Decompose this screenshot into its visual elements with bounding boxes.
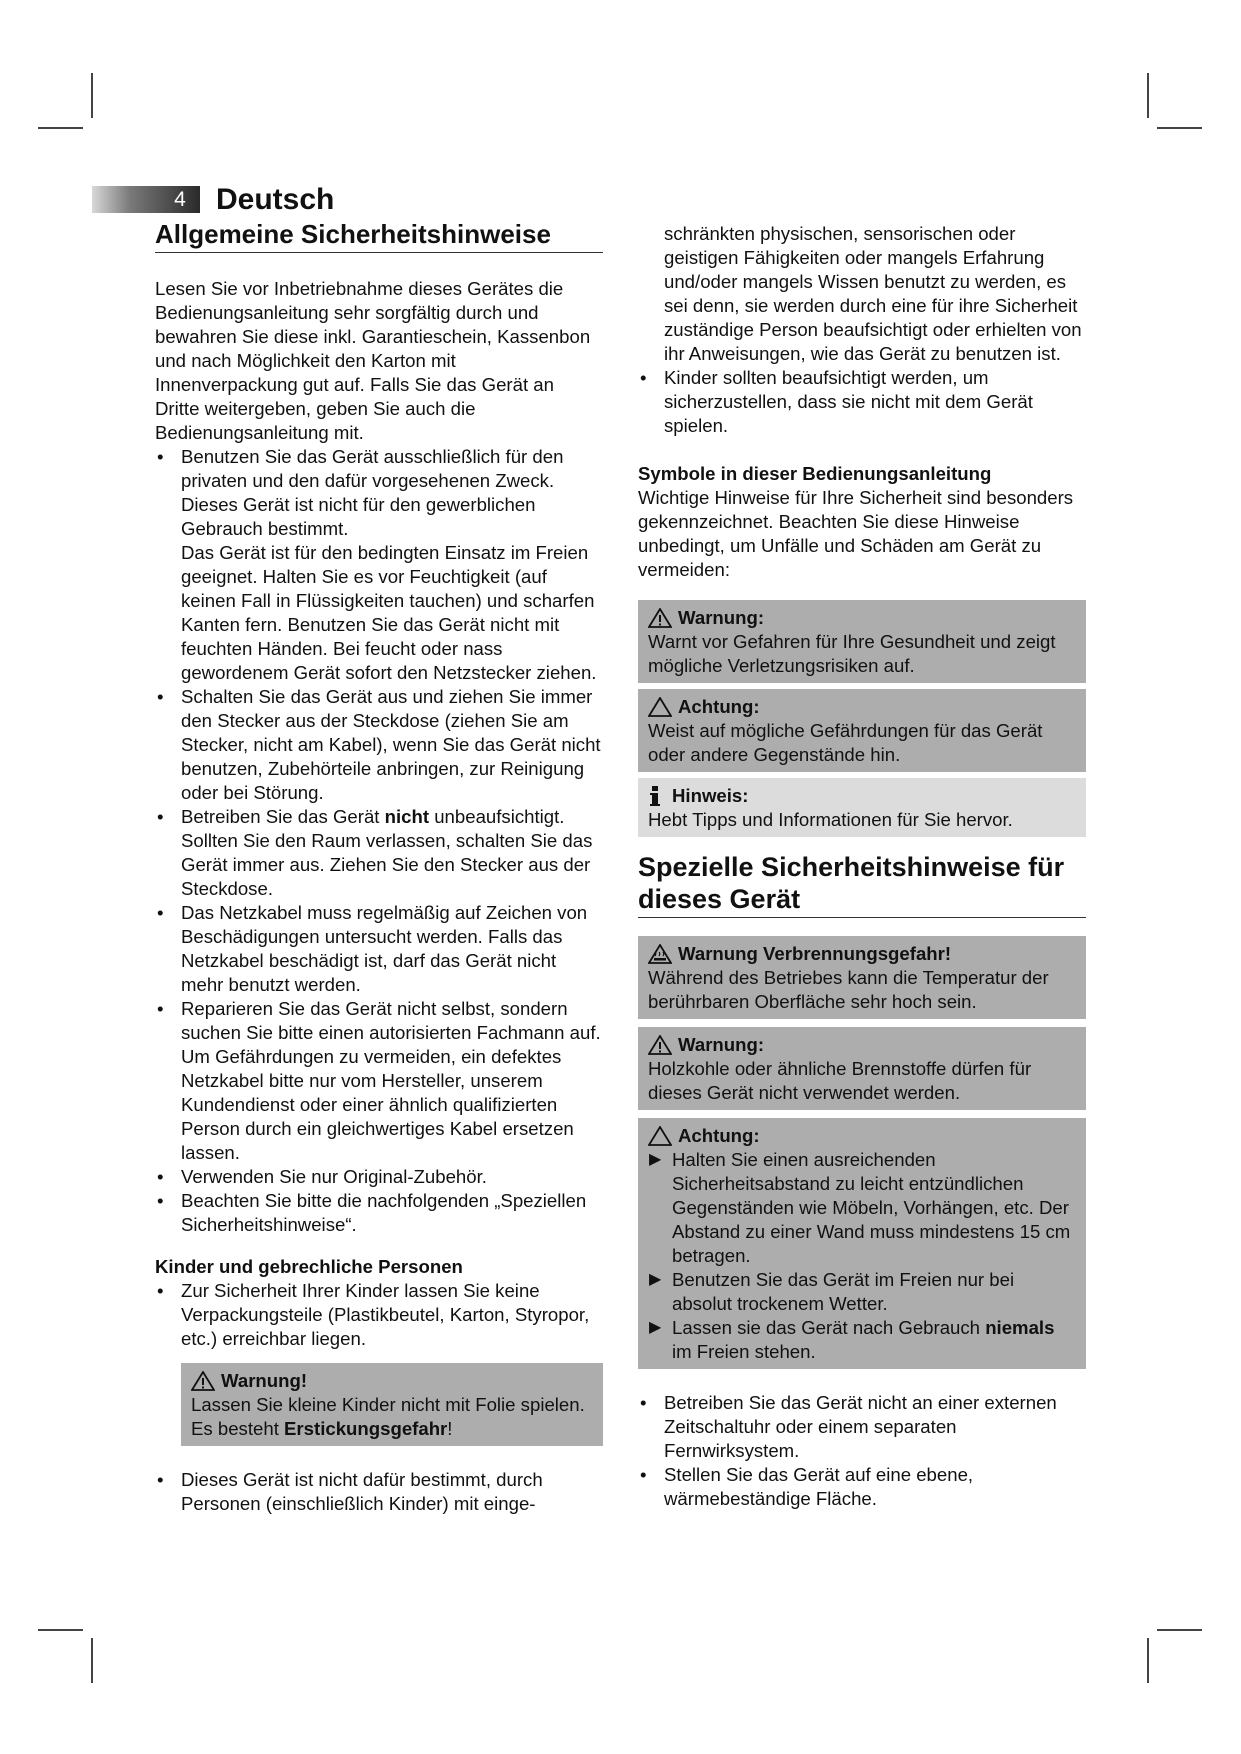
warning-text: ! bbox=[447, 1418, 453, 1439]
symbol-warning-box bbox=[638, 600, 1086, 683]
list-item-text: unbeaufsichtigt. Sollten Sie den Raum verlassen, schalten Sie das Gerät immer aus. Ziehen Sie den Stecker aus der Steckdose. bbox=[181, 806, 593, 899]
left-column bbox=[155, 218, 603, 1516]
box-text: Weist auf mögliche Gefährdungen für das Gerät oder andere Gegenstände hin. bbox=[648, 720, 1043, 765]
warning-box-text bbox=[191, 1393, 593, 1441]
list-item: • Verwenden Sie nur Original-Zubehör. bbox=[155, 1165, 603, 1189]
box-title-text: Warnung Verbrennungsgefahr! bbox=[678, 943, 952, 964]
list-item bbox=[155, 805, 603, 901]
box-text: Während des Betriebes kann die Temperatur der berührbaren Oberfläche sehr hoch sein. bbox=[648, 967, 1049, 1012]
safety-list bbox=[155, 445, 603, 1237]
page-number: 4 bbox=[174, 188, 186, 211]
box-title-text: Hinweis: bbox=[672, 785, 749, 806]
list-item-text: Benutzen Sie das Gerät ausschließlich für den privaten und den dafür vorgesehenen Zweck. Dieses Gerät ist nicht für den gewerblichen Gebrauch bestimmt. bbox=[181, 446, 564, 539]
emphasis: niemals bbox=[985, 1317, 1055, 1338]
crop-mark bbox=[38, 127, 83, 129]
children-list-3 bbox=[638, 366, 1086, 438]
info-icon bbox=[648, 785, 662, 807]
special-section-title: Spezielle Sicherheitshinweise für dieses Gerät bbox=[638, 851, 1086, 918]
warning-box-title bbox=[191, 1369, 593, 1393]
warning-title-text: Warnung! bbox=[221, 1370, 308, 1391]
symbols-paragraph: Wichtige Hinweise für Ihre Sicherheit sind besonders gekennzeichnet. Beachten Sie diese Hinweise unbedingt, um Unfälle und Schäden am Gerät zu vermeiden: bbox=[638, 487, 1074, 580]
children-list bbox=[155, 1279, 603, 1351]
bottom-list bbox=[638, 1391, 1086, 1511]
warning-triangle-icon bbox=[191, 1371, 215, 1391]
list-item: • Zur Sicherheit Ihrer Kinder lassen Sie keine Verpackungsteile (Plastikbeutel, Karton, Styropor, etc.) erreichbar liegen. bbox=[155, 1279, 603, 1351]
box-title-text: Achtung: bbox=[678, 696, 760, 717]
list-item: • Das Netzkabel muss regelmäßig auf Zeichen von Beschädigungen untersucht werden. Falls das Netzkabel beschädigt ist, darf das Gerät nicht mehr benutzt werden. bbox=[155, 901, 603, 997]
symbol-caution-box bbox=[638, 689, 1086, 772]
warning-box-wrapper bbox=[155, 1363, 603, 1446]
warning-triangle-icon bbox=[648, 1035, 672, 1055]
box-title-text: Warnung: bbox=[678, 607, 765, 628]
list-item bbox=[648, 1268, 1076, 1316]
list-item: • Schalten Sie das Gerät aus und ziehen Sie immer den Stecker aus der Steckdose (ziehen Sie am Stecker, nicht am Kabel), wenn Sie das Gerät nicht benutzen, Zubehörteile anbringen, zur Reinigung oder bei Störung. bbox=[155, 685, 603, 805]
list-item: • Dieses Gerät ist nicht dafür bestimmt, durch Personen (einschließlich Kinder) mit einge- bbox=[155, 1468, 603, 1516]
list-item-text: Halten Sie einen ausreichenden Sicherheitsabstand zu leicht entzündlichen Gegenständen wie Möbeln, Vorhängen, etc. Der Abstand zu einer Wand muss mindestens 15 cm betragen. bbox=[672, 1149, 1071, 1266]
warning-text: Lassen Sie kleine Kinder nicht mit Folie spielen. Es besteht bbox=[191, 1394, 585, 1439]
arrow-icon: ▶ bbox=[649, 1319, 662, 1336]
list-item-text: Das Gerät ist für den bedingten Einsatz im Freien geeignet. Halten Sie es vor Feuchtigkeit (auf keinen Fall in Flüssigkeiten tauchen) und scharfen Kanten fern. Benutzen Sie das Gerät nicht mit feuchten Händen. Bei feucht oder nass gewordenem Gerät sofort den Netzstecker ziehen. bbox=[181, 542, 597, 683]
list-item bbox=[648, 1148, 1076, 1268]
section-title: Allgemeine Sicherheitshinweise bbox=[155, 218, 603, 253]
emphasis: Erstickungsgefahr bbox=[284, 1418, 448, 1439]
list-item: • Betreiben Sie das Gerät nicht an einer externen Zeitschaltuhr oder einem separaten Fernwirksystem. bbox=[638, 1391, 1086, 1463]
list-item-text: Betreiben Sie das Gerät bbox=[181, 806, 385, 827]
hot-surface-icon bbox=[648, 944, 672, 964]
list-item-text: Benutzen Sie das Gerät im Freien nur bei absolut trockenem Wetter. bbox=[672, 1269, 1015, 1314]
box-text: Holzkohle oder ähnliche Brennstoffe dürfen für dieses Gerät nicht verwendet werden. bbox=[648, 1058, 1032, 1103]
crop-mark bbox=[1147, 73, 1149, 118]
box-title bbox=[648, 606, 1076, 630]
crop-mark bbox=[1157, 1629, 1202, 1631]
warning-triangle-icon bbox=[648, 608, 672, 628]
crop-mark bbox=[38, 1629, 83, 1631]
children-list-2 bbox=[155, 1468, 603, 1516]
box-title bbox=[648, 1124, 1076, 1148]
box-title-text: Achtung: bbox=[678, 1125, 760, 1146]
intro-paragraph: Lesen Sie vor Inbetriebnahme dieses Gerätes die Bedienungsanleitung sehr sorgfältig durch und bewahren Sie diese inkl. Garantieschein, Kassenbon und nach Möglichkeit den Karton mit Innenverpackung gut auf. Falls Sie das Gerät an Dritte weitergeben, geben Sie auch die Bedienungsanleitung mit. bbox=[155, 278, 591, 443]
caution-triangle-icon bbox=[648, 1126, 672, 1146]
language-heading: Deutsch bbox=[216, 183, 335, 216]
caution-list bbox=[648, 1148, 1076, 1364]
box-title bbox=[648, 784, 1076, 808]
box-text: Warnt vor Gefahren für Ihre Gesundheit und zeigt mögliche Verletzungsrisiken auf. bbox=[648, 631, 1056, 676]
list-item: • Reparieren Sie das Gerät nicht selbst, sondern suchen Sie bitte einen autorisierten Fachmann auf. Um Gefährdungen zu vermeiden, ein defektes Netzkabel bitte nur vom Hersteller, unserem Kundendienst oder einer ähnlich qualifizierten Person durch ein gleichwertiges Kabel ersetzen lassen. bbox=[155, 997, 603, 1165]
list-item: • Beachten Sie bitte die nachfolgenden „Speziellen Sicherheitshinweise“. bbox=[155, 1189, 603, 1237]
list-item-text: im Freien stehen. bbox=[672, 1341, 816, 1362]
box-title bbox=[648, 942, 1076, 966]
arrow-icon: ▶ bbox=[649, 1271, 662, 1288]
subheading-symbols: Symbole in dieser Bedienungsanleitung bbox=[638, 463, 992, 484]
list-item: • Kinder sollten beaufsichtigt werden, um sicherzustellen, dass sie nicht mit dem Gerät spielen. bbox=[638, 366, 1086, 438]
box-title bbox=[648, 1033, 1076, 1057]
emphasis: nicht bbox=[384, 806, 430, 827]
caution-triangle-icon bbox=[648, 697, 672, 717]
burn-warning-box bbox=[638, 936, 1086, 1019]
crop-mark bbox=[1157, 127, 1202, 129]
list-item: • Stellen Sie das Gerät auf eine ebene, wärmebeständige Fläche. bbox=[638, 1463, 1086, 1511]
right-column bbox=[638, 222, 1086, 1511]
charcoal-warning-box bbox=[638, 1027, 1086, 1110]
box-title bbox=[648, 695, 1076, 719]
crop-mark bbox=[1147, 1638, 1149, 1683]
arrow-icon: ▶ bbox=[649, 1151, 662, 1168]
crop-mark bbox=[91, 1638, 93, 1683]
crop-mark bbox=[91, 73, 93, 118]
symbol-note-box bbox=[638, 778, 1086, 837]
subheading-children: Kinder und gebrechliche Personen bbox=[155, 1256, 463, 1277]
continuation-text: schränkten physischen, sensorischen oder geistigen Fähigkeiten oder mangels Erfahrung und/oder mangels Wissen benutzt zu werden, es sei denn, sie werden durch eine für ihre Sicherheit zuständige Person beaufsichtigt oder erhielten von ihr Anweisungen, wie das Gerät zu benutzen ist. bbox=[664, 223, 1082, 364]
list-item bbox=[155, 445, 603, 685]
box-title-text: Warnung: bbox=[678, 1034, 765, 1055]
warning-box bbox=[181, 1363, 603, 1446]
caution-box bbox=[638, 1118, 1086, 1369]
box-text: Hebt Tipps und Informationen für Sie hervor. bbox=[648, 809, 1013, 830]
list-item-text: Lassen sie das Gerät nach Gebrauch bbox=[672, 1317, 986, 1338]
list-item bbox=[648, 1316, 1076, 1364]
